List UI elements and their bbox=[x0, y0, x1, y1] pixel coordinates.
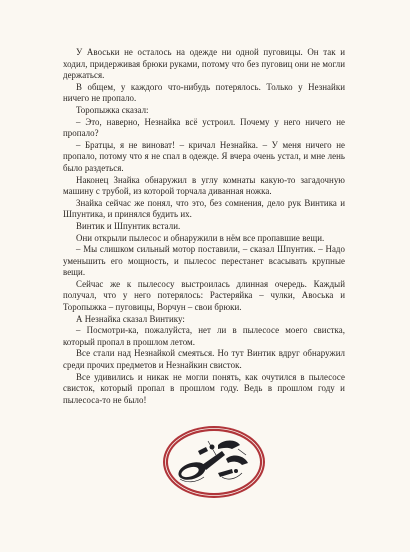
story-text bbox=[63, 47, 345, 406]
paragraph: – Мы слишком сильный мотор поставили, – сказал Шпунтик. – Надо уменьшить его мощность, и пылесос перестанет всасывать крупные вещи. bbox=[63, 244, 345, 278]
paragraph: Сейчас же к пылесосу выстроилась длинная очередь. Каждый получал, что у него потерялось: Растеряйка – чулки, Авоська и Торопыжка – пуговицы, Ворчун – свои брюки. bbox=[63, 278, 345, 313]
paragraph: Торопыжка сказал: bbox=[76, 104, 149, 115]
vacuum-cleaner-vignette-icon bbox=[162, 425, 266, 499]
paragraph: – Это, наверно, Незнайка всё устроил. Почему у него ничего не пропало? bbox=[63, 116, 345, 139]
paragraph: А Незнайка сказал Винтику: bbox=[76, 313, 185, 324]
paragraph: – Братцы, я не виноват! – кричал Незнайка. – У меня ничего не пропало, потому что я не спал в одежде. Я вчера очень устал, и мне лень было раздеться. bbox=[63, 139, 345, 173]
paragraph: Винтик и Шпунтик встали. bbox=[76, 220, 181, 231]
paragraph: – Посмотри-ка, пожалуйста, нет ли в пылесосе моего свистка, который пропал в прошлом летом. bbox=[63, 325, 345, 347]
paragraph: Они открыли пылесос и обнаружили в нём все пропавшие вещи. bbox=[76, 232, 325, 243]
paragraph: Все стали над Незнайкой смеяться. Но тут Винтик вдруг обнаружил среди прочих предметов и Незнайкин свисток. bbox=[63, 348, 345, 371]
paragraph: Наконец Знайка обнаружил в углу комнаты какую-то загадочную машину с трубой, из которой торчала диванная ножка. bbox=[63, 174, 345, 197]
paragraph: Знайка сейчас же понял, что это, без сомнения, дело рук Винтика и Шпунтика, и принялся будить их. bbox=[63, 197, 345, 220]
paragraph: Все удивились и никак не могли понять, как очутился в пылесосе свисток, который пропал в прошлом году. Ведь в прошлом году и пылесоса-то не было! bbox=[63, 371, 345, 405]
paragraph: В общем, у каждого что-нибудь потерялось. Только у Незнайки ничего не пропало. bbox=[63, 81, 345, 104]
paragraph: У Авоськи не осталось на одежде ни одной пуговицы. Он так и ходил, придерживая брюки руками, потому что без пуговиц они не могли держаться. bbox=[63, 47, 345, 81]
